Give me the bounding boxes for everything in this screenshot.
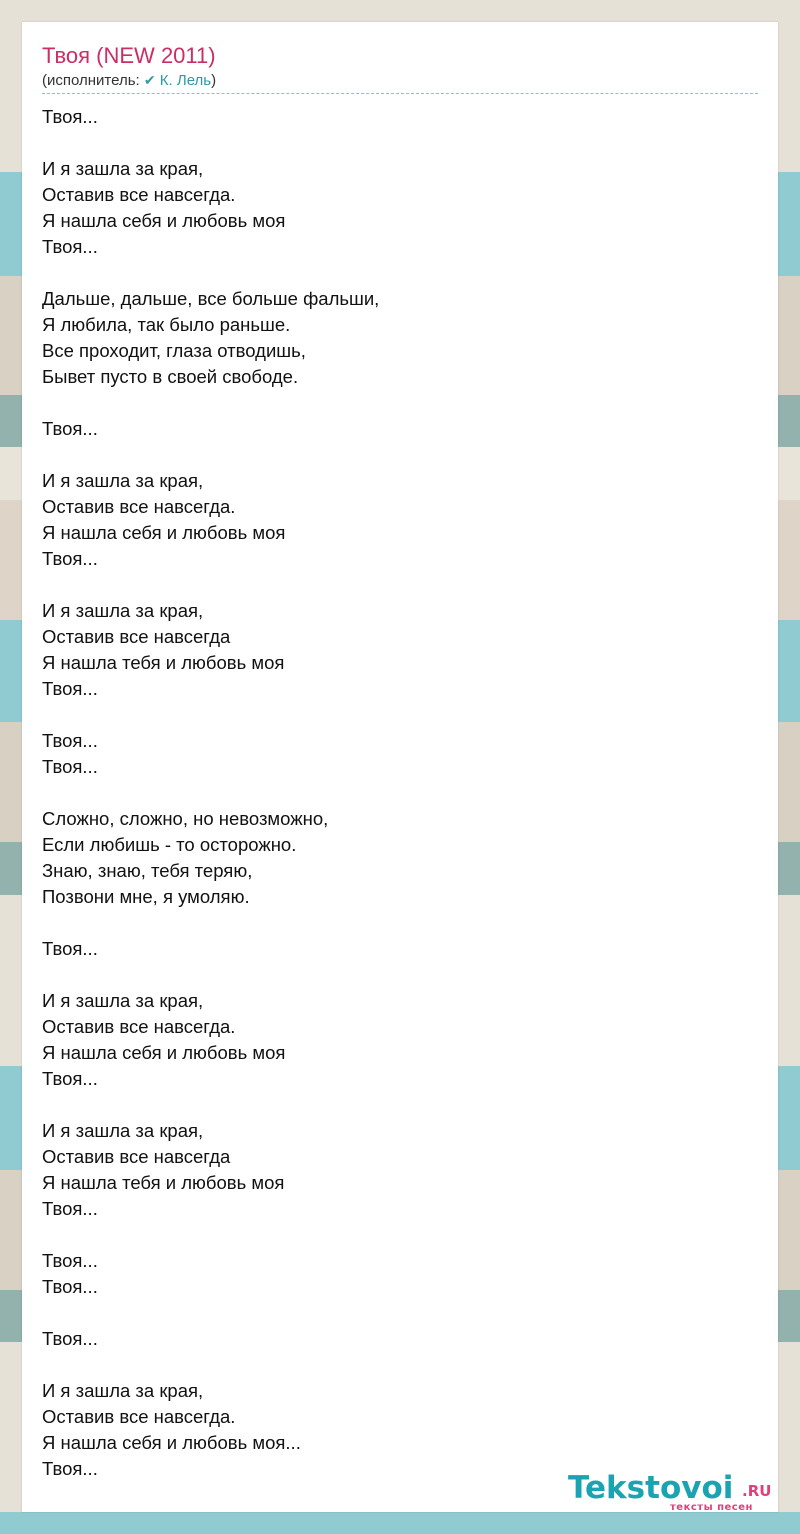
- lyric-line: Твоя...: [42, 1250, 98, 1271]
- lyric-blank-line: [42, 962, 742, 988]
- lyric-line: Я нашла себя и любовь моя: [42, 522, 286, 543]
- lyric-blank-line: [42, 130, 742, 156]
- lyric-line: Я любила, так было раньше.: [42, 314, 291, 335]
- artist-prefix: (исполнитель:: [42, 72, 144, 89]
- lyric-blank-line: [42, 1352, 742, 1378]
- site-logo[interactable]: [568, 1468, 774, 1516]
- lyric-line: Все проходит, глаза отводишь,: [42, 340, 306, 361]
- lyric-line: Твоя...: [42, 730, 98, 751]
- lyric-blank-line: [42, 780, 742, 806]
- lyric-line: Твоя...: [42, 1276, 98, 1297]
- lyric-line: И я зашла за края,: [42, 1380, 204, 1401]
- lyric-blank-line: [42, 442, 742, 468]
- lyric-line: Твоя...: [42, 1458, 98, 1479]
- artist-line: [42, 70, 758, 91]
- lyric-line: Оставив все навсегда.: [42, 1016, 236, 1037]
- lyric-blank-line: [42, 910, 742, 936]
- logo-tagline: тексты песен: [670, 1502, 753, 1513]
- lyric-line: И я зашла за края,: [42, 470, 204, 491]
- lyric-line: Если любишь - то осторожно.: [42, 834, 297, 855]
- lyric-line: Твоя...: [42, 756, 98, 777]
- lyric-blank-line: [42, 1300, 742, 1326]
- lyric-line: Твоя...: [42, 1068, 98, 1089]
- lyric-line: Я нашла тебя и любовь моя: [42, 1172, 285, 1193]
- logo-tld: .RU: [742, 1482, 772, 1500]
- lyric-blank-line: [42, 572, 742, 598]
- lyric-line: Я нашла тебя и любовь моя: [42, 652, 285, 673]
- lyric-line: Сложно, сложно, но невозможно,: [42, 808, 329, 829]
- lyric-line: Я нашла себя и любовь моя...: [42, 1432, 301, 1453]
- lyric-blank-line: [42, 1092, 742, 1118]
- lyric-line: И я зашла за края,: [42, 600, 204, 621]
- lyric-line: Твоя...: [42, 106, 98, 127]
- artist-link[interactable]: К. Лель: [159, 72, 212, 89]
- lyric-line: Твоя...: [42, 418, 98, 439]
- lyric-line: Твоя...: [42, 1328, 98, 1349]
- lyrics-text: [42, 104, 742, 1482]
- lyric-line: Я нашла себя и любовь моя: [42, 1042, 286, 1063]
- lyric-line: Оставив все навсегда.: [42, 184, 236, 205]
- lyric-line: Я нашла себя и любовь моя: [42, 210, 286, 231]
- lyric-line: И я зашла за края,: [42, 158, 204, 179]
- lyric-line: И я зашла за края,: [42, 1120, 204, 1141]
- song-header: [42, 42, 758, 94]
- lyric-line: Твоя...: [42, 236, 98, 257]
- lyric-blank-line: [42, 1222, 742, 1248]
- lyric-line: Бывет пусто в своей свободе.: [42, 366, 299, 387]
- lyric-line: Оставив все навсегда.: [42, 496, 236, 517]
- logo-wordmark: Tekstovoi: [568, 1470, 734, 1506]
- lyric-blank-line: [42, 702, 742, 728]
- lyric-line: Оставив все навсегда.: [42, 1406, 236, 1427]
- lyric-line: Оставив все навсегда: [42, 1146, 231, 1167]
- lyric-line: Позвони мне, я умоляю.: [42, 886, 250, 907]
- lyric-line: Дальше, дальше, все больше фальши,: [42, 288, 380, 309]
- lyric-line: Оставив все навсегда: [42, 626, 231, 647]
- lyric-line: Твоя...: [42, 678, 98, 699]
- lyric-blank-line: [42, 390, 742, 416]
- lyric-line: Знаю, знаю, тебя теряю,: [42, 860, 253, 881]
- lyric-line: Твоя...: [42, 1198, 98, 1219]
- lyric-line: И я зашла за края,: [42, 990, 204, 1011]
- lyric-blank-line: [42, 260, 742, 286]
- song-title: Твоя (NEW 2011): [42, 43, 216, 68]
- content-panel: [22, 22, 778, 1512]
- lyric-line: Твоя...: [42, 938, 98, 959]
- artist-suffix: ): [211, 72, 217, 89]
- check-icon: ✔: [143, 72, 156, 88]
- lyric-line: Твоя...: [42, 548, 98, 569]
